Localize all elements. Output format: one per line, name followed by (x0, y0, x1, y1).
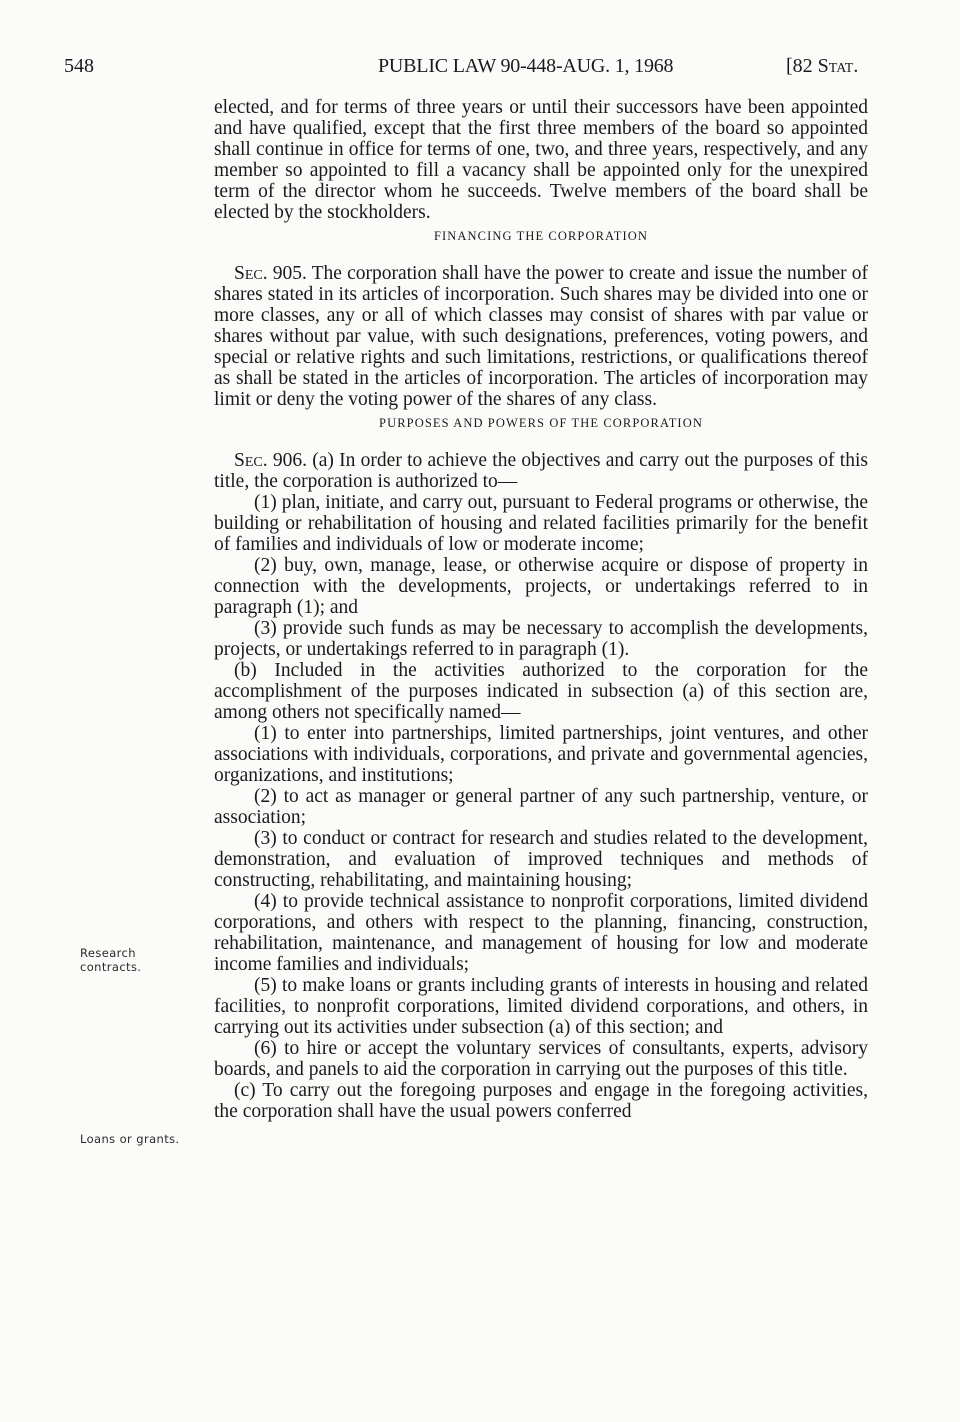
section-906a (214, 450, 868, 492)
margin-note-loans: Loans or grants. (80, 1132, 180, 1146)
paragraph-b2: (2) to act as manager or general partner of any such partnership, venture, or association; (214, 786, 868, 828)
paragraph-a1: (1) plan, initiate, and carry out, pursuant to Federal programs or otherwise, the building or rehabilitation of housing and related facilities primarily for the benefit of families and individuals of low or moderate income; (214, 492, 868, 555)
paragraph-b4: (4) to provide technical assistance to nonprofit corporations, limited dividend corporations, and others with respect to the planning, financing, construction, rehabilitation, maintenance, and management of housing for low and moderate income families and individuals; (214, 891, 868, 975)
section-906a-text: (a) In order to achieve the objectives and carry out the purposes of this title, the corporation is authorized to— (214, 450, 868, 492)
section-905 (214, 263, 868, 410)
section-905-text: The corporation shall have the power to create and issue the number of shares stated in its articles of incorporation. Such shares may be divided into one or more classes, any or all of which classes may consist of shares with par value or shares without par value, with such designations, preferences, voting powers, and special or relative rights and such limitations, restrictions, or qualifications thereof as shall be stated in the articles of incorporation. The articles of incorporation may limit or deny the voting power of the shares of any class. (214, 263, 868, 410)
section-906-label: Sec. 906. (234, 450, 307, 471)
section-905-label: Sec. 905. (234, 263, 307, 284)
heading-purposes: PURPOSES AND POWERS OF THE CORPORATION (379, 416, 703, 430)
page-number: 548 (64, 55, 94, 77)
margin-note-research: Research contracts. (80, 946, 142, 974)
paragraph-b3: (3) to conduct or contract for research and studies related to the development, demonstration, and evaluation of improved techniques and methods of constructing, rehabilitating, and maintaining housing; (214, 828, 868, 891)
paragraph-a2: (2) buy, own, manage, lease, or otherwise acquire or dispose of property in connection with the developments, projects, or undertakings referred to in paragraph (1); and (214, 555, 868, 618)
paragraph-b6: (6) to hire or accept the voluntary services of consultants, experts, advisory boards, and panels to aid the corporation in carrying out the purposes of this title. (214, 1038, 868, 1080)
paragraph-b5: (5) to make loans or grants including grants of interests in housing and related facilities, to nonprofit corporations, limited dividend corporations, and others, in carrying out its activities under subsection (a) of this section; and (214, 975, 868, 1038)
section-906b: (b) Included in the activities authorized to the corporation for the accomplishment of the purposes indicated in subsection (a) of this section are, among others not specifically named— (214, 660, 868, 723)
section-906c: (c) To carry out the foregoing purposes and engage in the foregoing activities, the corporation shall have the usual powers conferred (214, 1080, 868, 1122)
heading-financing: FINANCING THE CORPORATION (433, 229, 649, 243)
paragraph-b1: (1) to enter into partnerships, limited partnerships, joint ventures, and other associations with individuals, corporations, and private and governmental agencies, organizations, and institutions; (214, 723, 868, 786)
paragraph-intro: elected, and for terms of three years or until their successors have been appointed and have qualified, except that the first three members of the board so appointed shall continue in office for terms of one, two, and three years, respectively, and any member so appointed to fill a vacancy shall be appointed only for the unexpired term of the director whom he succeeds. Twelve members of the board shall be elected by the stockholders. (214, 97, 868, 223)
statute-reference: [82 Stat. (786, 55, 859, 77)
body-text (214, 97, 868, 1122)
paragraph-a3: (3) provide such funds as may be necessary to accomplish the developments, projects, or undertakings referred to in paragraph (1). (214, 618, 868, 660)
running-title: PUBLIC LAW 90-448-AUG. 1, 1968 (378, 55, 674, 77)
